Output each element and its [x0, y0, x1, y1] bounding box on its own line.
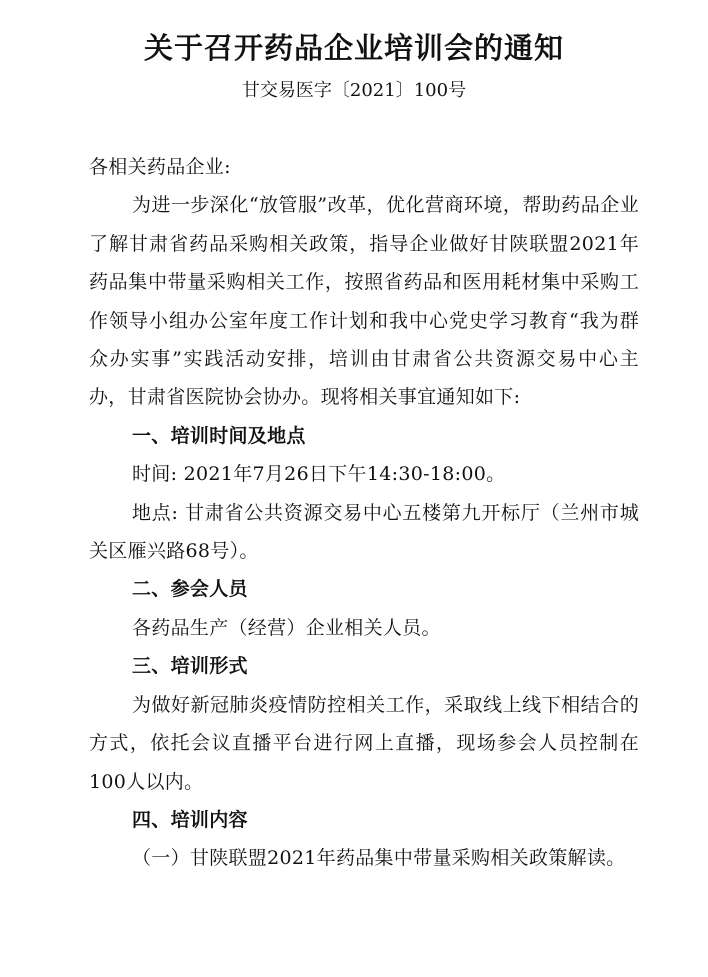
section-heading-format: 三、培训形式 — [132, 655, 248, 678]
document-body — [89, 148, 639, 878]
section-heading-time-location: 一、培训时间及地点 — [132, 424, 306, 447]
section-heading-attendees: 二、参会人员 — [132, 578, 248, 601]
document-number: 甘交易医字〔2021〕100号 — [241, 80, 467, 101]
paragraph-time: 时间: 2021年7月26日下午14:30-18:00。 — [132, 463, 506, 486]
paragraph-attendees: 各药品生产（经营）企业相关人员。 — [132, 616, 441, 639]
paragraph-content-item-1: （一）甘陕联盟2021年药品集中带量采购相关政策解读。 — [132, 847, 626, 870]
salutation: 各相关药品企业: — [89, 156, 231, 178]
paragraph-location: 地点: 甘肃省公共资源交易中心五楼第九开标厅（兰州市城关区雁兴路68号）。 — [89, 501, 639, 563]
intro-paragraph: 为进一步深化“放管服”改革，优化营商环境，帮助药品企业了解甘肃省药品采购相关政策，指导企业做好甘陕联盟2021年药品集中带量采购相关工作，按照省药品和医用耗材集中采购工作领导小组办公室年度工作计划和我中心党史学习教育“我为群众办实事”实践活动安排，培训由甘肃省公共资源交易中心主办，甘肃省医院协会协办。现将相关事宜通知如下: — [89, 194, 639, 409]
document-title: 关于召开药品企业培训会的通知 — [143, 31, 564, 65]
section-heading-content: 四、培训内容 — [132, 808, 248, 831]
paragraph-format: 为做好新冠肺炎疫情防控相关工作，采取线上线下相结合的方式，依托会议直播平台进行网上直播，现场参会人员控制在100人以内。 — [89, 693, 639, 793]
